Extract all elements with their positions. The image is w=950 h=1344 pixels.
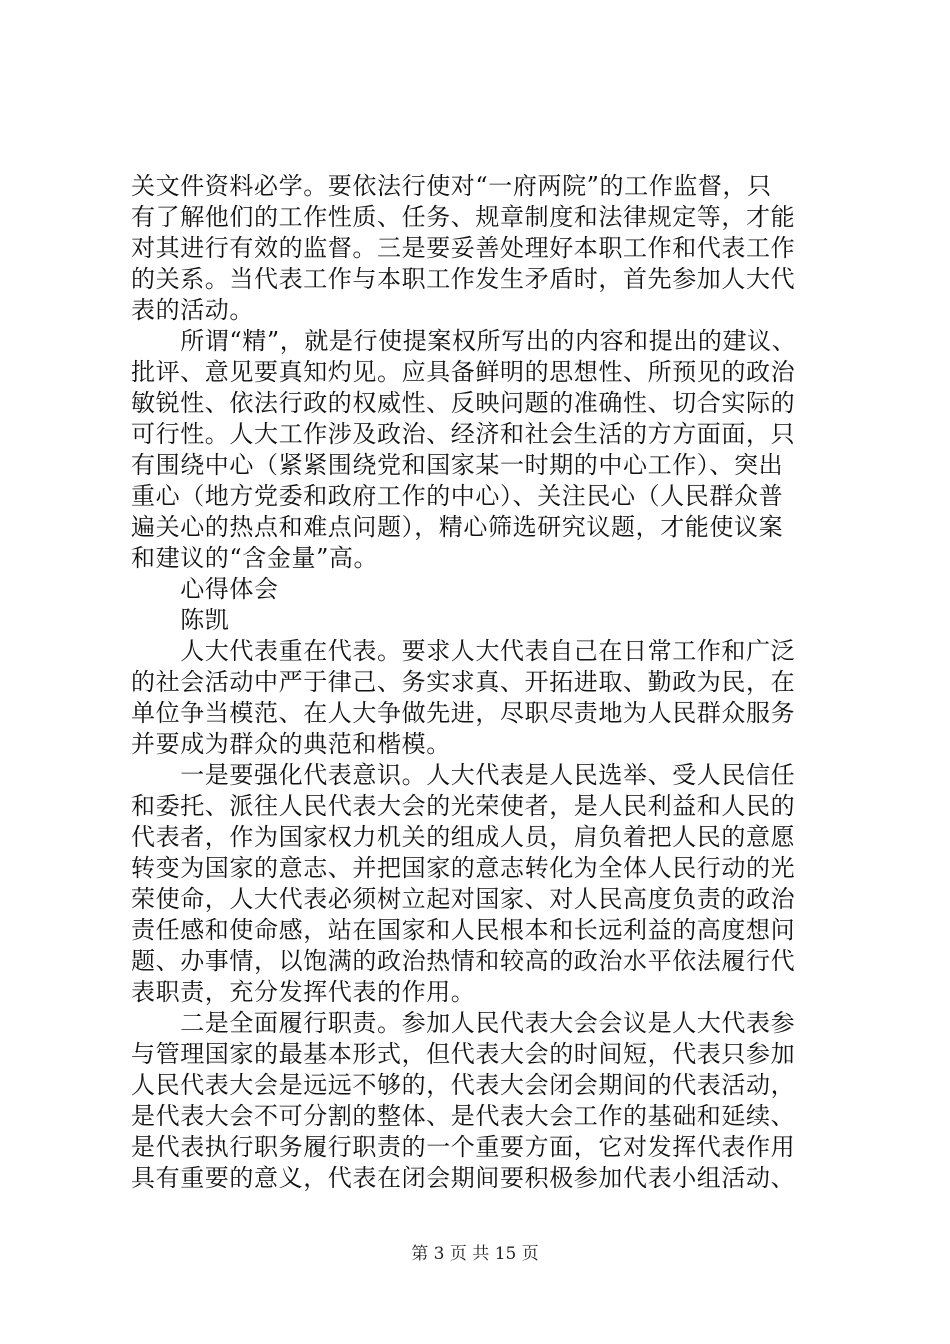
page-number-footer: 第 3 页 共 15 页	[411, 1244, 539, 1264]
text-line: 对其进行有效的监督。三是要妥善处理好本职工作和代表工作	[131, 234, 796, 262]
text-line: 人民代表大会是远远不够的，代表大会闭会期间的代表活动，	[131, 1071, 796, 1099]
text-line: 有了解他们的工作性质、任务、规章制度和法律规定等，才能	[131, 203, 796, 231]
text-line: 遍关心的热点和难点问题），精心筛选研究议题，才能使议案	[131, 513, 784, 541]
section-heading: 心得体会	[131, 575, 279, 603]
text-line: 可行性。人大工作涉及政治、经济和社会生活的方方面面，只	[131, 420, 796, 448]
author-name: 陈凯	[131, 606, 230, 634]
text-line: 一是要强化代表意识。人大代表是人民选举、受人民信任	[131, 761, 796, 789]
text-line: 具有重要的意义，代表在闭会期间要积极参加代表小组活动、	[131, 1164, 796, 1192]
text-line: 题、办事情，以饱满的政治热情和较高的政治水平依法履行代	[131, 947, 796, 975]
text-line: 关文件资料必学。要依法行使对“一府两院”的工作监督，只	[131, 172, 772, 200]
text-line: 是代表执行职务履行职责的一个重要方面，它对发挥代表作用	[131, 1133, 796, 1161]
text-line: 表的活动。	[131, 296, 254, 324]
text-line: 代表者，作为国家权力机关的组成人员，肩负着把人民的意愿	[131, 823, 796, 851]
text-line: 表职责，充分发挥代表的作用。	[131, 978, 476, 1006]
text-line: 有围绕中心（紧紧围绕党和国家某一时期的中心工作）、突出	[131, 451, 784, 479]
text-line: 荣使命，人大代表必须树立起对国家、对人民高度负责的政治	[131, 885, 796, 913]
text-line: 敏锐性、依法行政的权威性、反映问题的准确性、切合实际的	[131, 389, 796, 417]
text-line: 是代表大会不可分割的整体、是代表大会工作的基础和延续、	[131, 1102, 796, 1130]
text-line: 和委托、派往人民代表大会的光荣使者，是人民利益和人民的	[131, 792, 796, 820]
body-text	[131, 171, 839, 1194]
text-line: 转变为国家的意志、并把国家的意志转化为全体人民行动的光	[131, 854, 796, 882]
text-line: 人大代表重在代表。要求人大代表自己在日常工作和广泛	[131, 637, 796, 665]
text-line: 责任感和使命感，站在国家和人民根本和长远利益的高度想问	[131, 916, 796, 944]
text-line: 与管理国家的最基本形式，但代表大会的时间短，代表只参加	[131, 1040, 796, 1068]
text-line: 和建议的“含金量”高。	[131, 544, 379, 572]
text-line: 二是全面履行职责。参加人民代表大会会议是人大代表参	[131, 1009, 796, 1037]
text-line: 单位争当模范、在人大争做先进，尽职尽责地为人民群众服务	[131, 699, 796, 727]
text-line: 并要成为群众的典范和楷模。	[131, 730, 451, 758]
text-line: 所谓“精”，就是行使提案权所写出的内容和提出的建议、	[131, 327, 797, 355]
text-line: 重心（地方党委和政府工作的中心）、关注民心（人民群众普	[131, 482, 784, 510]
text-line: 批评、意见要真知灼见。应具备鲜明的思想性、所预见的政治	[131, 358, 796, 386]
text-line: 的社会活动中严于律己、务实求真、开拓进取、勤政为民，在	[131, 668, 796, 696]
text-line: 的关系。当代表工作与本职工作发生矛盾时，首先参加人大代	[131, 265, 796, 293]
